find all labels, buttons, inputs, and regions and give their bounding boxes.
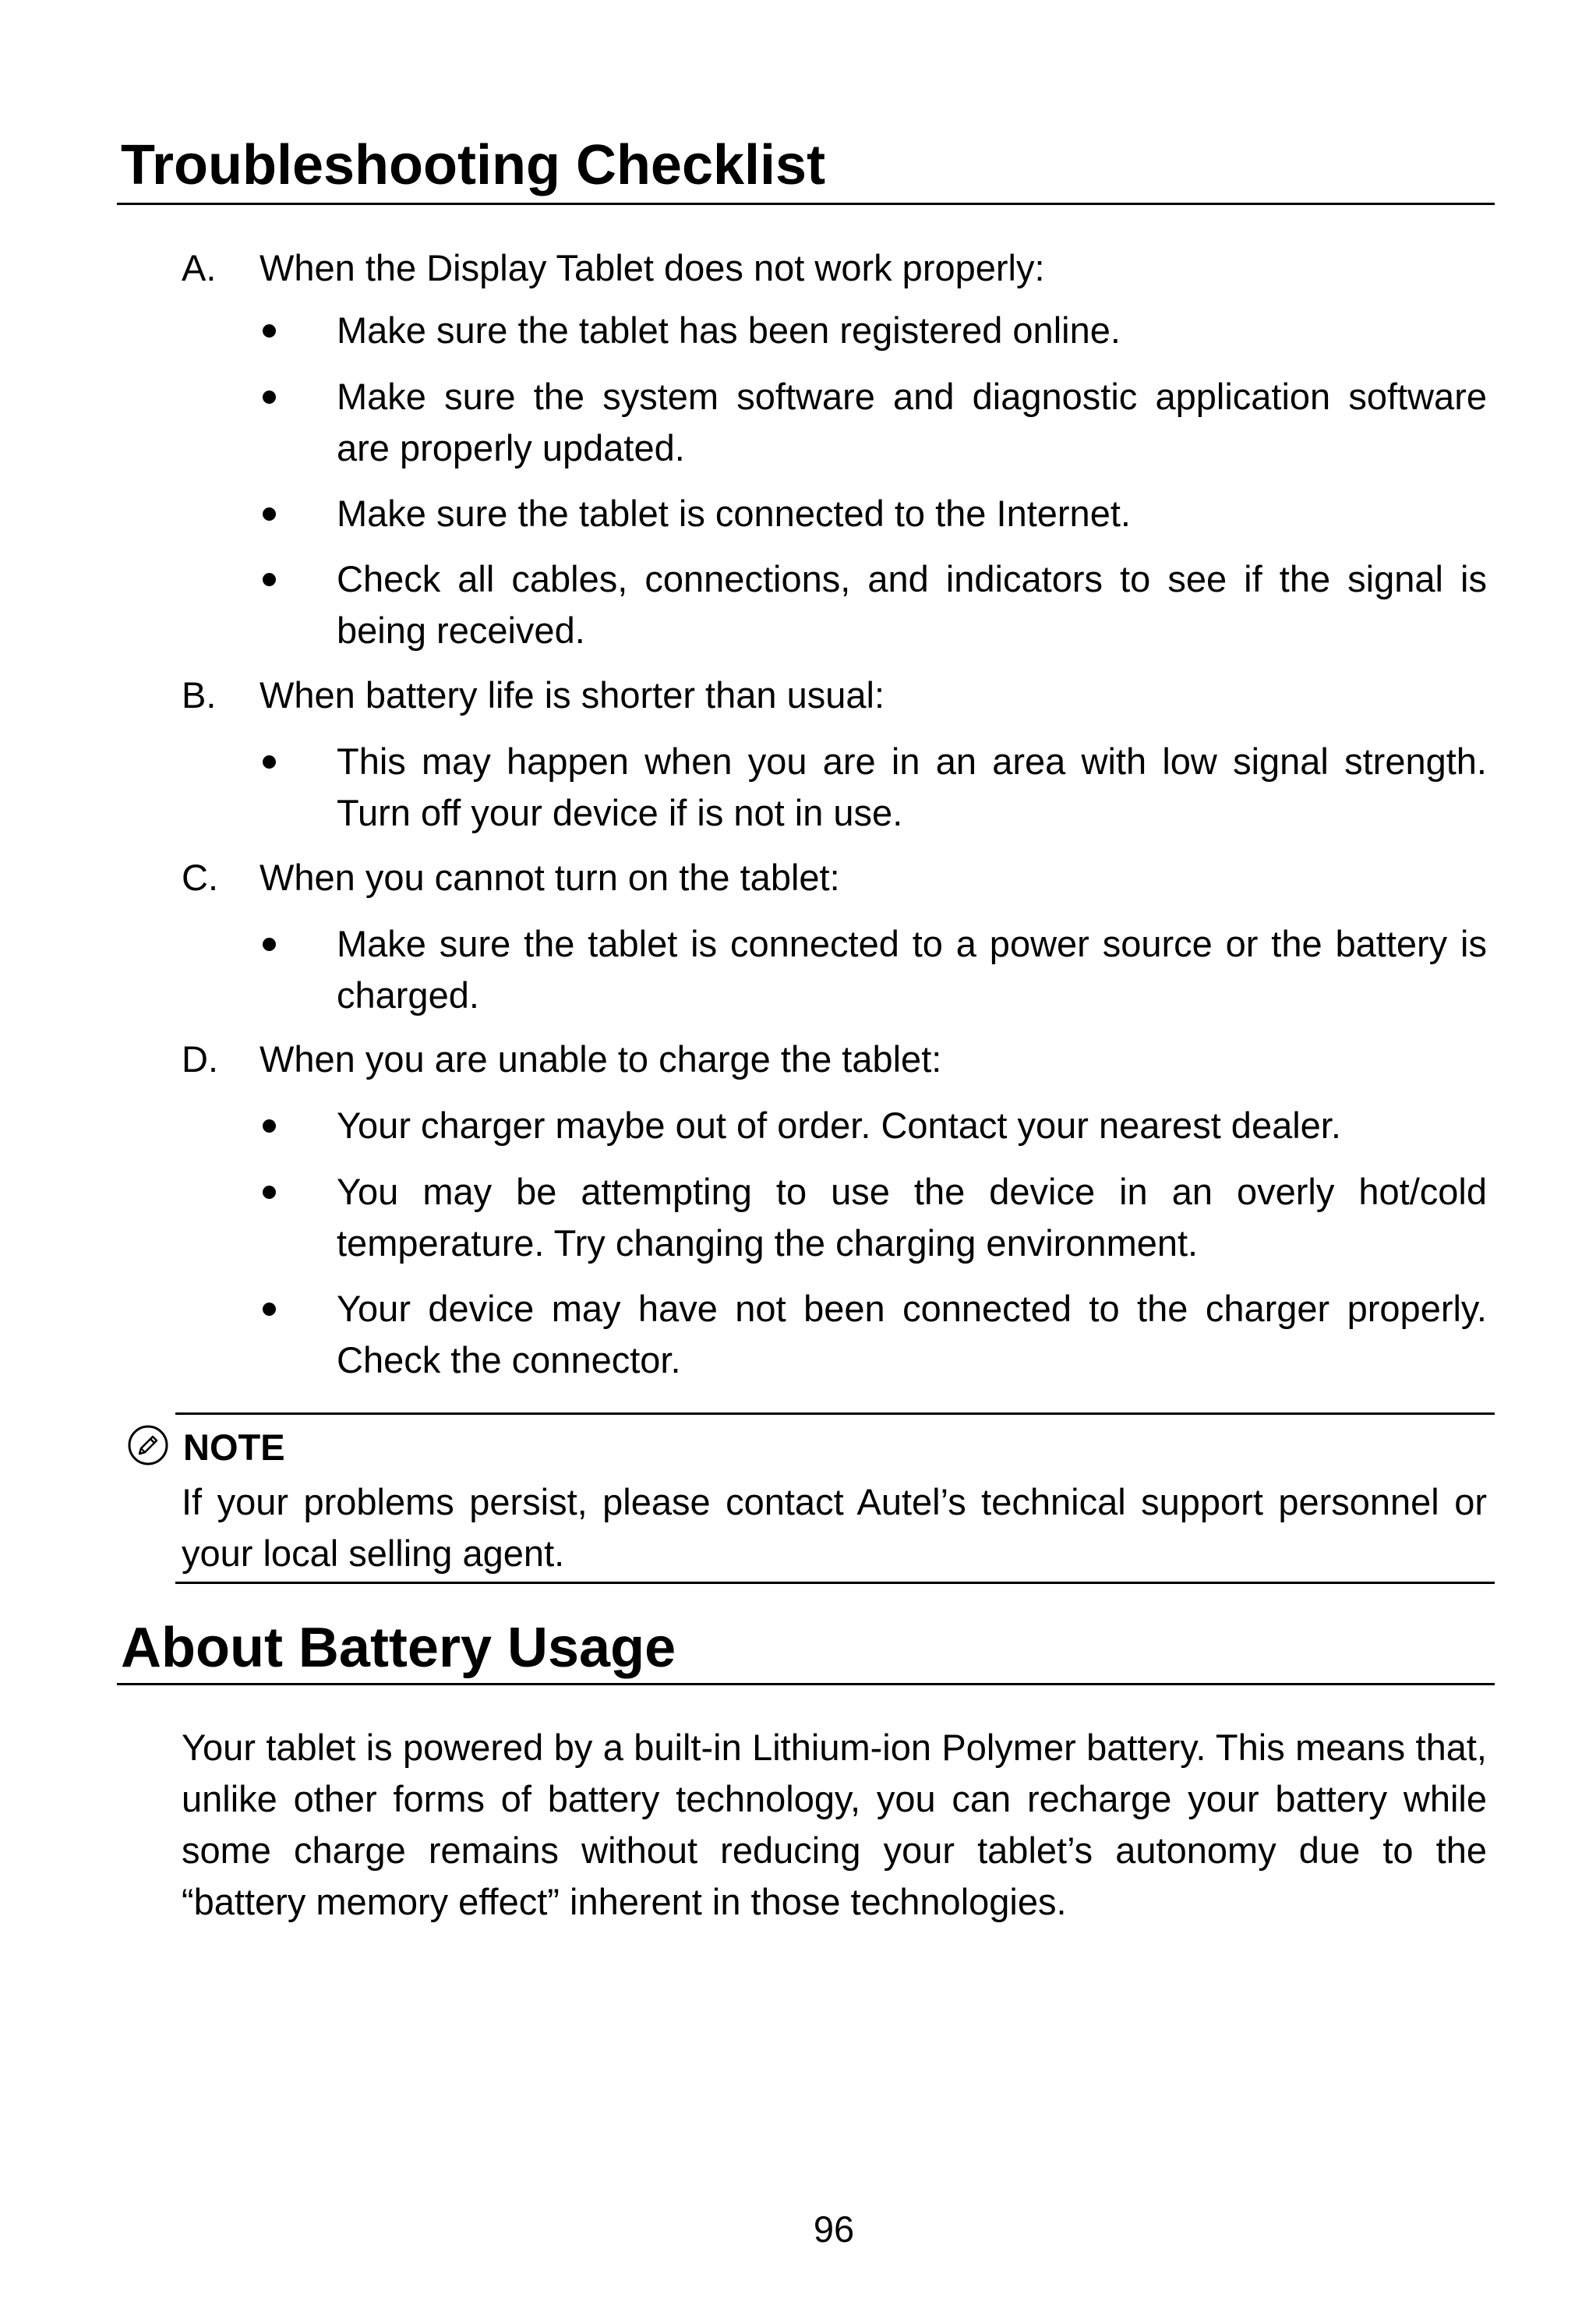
note-bottom-rule xyxy=(175,1582,1495,1584)
section-d-marker: D. xyxy=(182,1038,218,1080)
bullet-icon xyxy=(263,573,276,586)
section-c-marker: C. xyxy=(182,857,218,898)
section-a-marker: A. xyxy=(182,247,217,288)
note-text: If your problems persist, please contact Autel’s technical support personnel or your local selling agent. xyxy=(182,1481,1487,1574)
list-item: Your device may have not been connected to the charger properly. Check the connector. xyxy=(337,1288,1487,1381)
bullet-icon xyxy=(263,938,276,951)
section-c-heading: When you cannot turn on the tablet: xyxy=(260,857,840,898)
bullet-icon xyxy=(263,755,276,769)
bullet-icon xyxy=(263,1186,276,1199)
battery-paragraph: Your tablet is powered by a built-in Lithium-ion Polymer battery. This means that, unlike other forms of battery technology, you can recharge your battery while some charge remains without reducing your tablet’s autonomy due to the “battery memory effect” inherent in those technologies. xyxy=(182,1727,1487,1922)
list-item: Your charger maybe out of order. Contact your nearest dealer. xyxy=(337,1105,1341,1146)
bullet-icon xyxy=(263,324,276,338)
section-b-marker: B. xyxy=(182,674,217,716)
section-title: About Battery Usage xyxy=(121,1617,676,1679)
note-label: NOTE xyxy=(183,1427,285,1468)
bullet-icon xyxy=(263,507,276,521)
list-item: Check all cables, connections, and indicators to see if the signal is being received. xyxy=(337,558,1487,651)
pencil-icon xyxy=(127,1424,169,1466)
title-underline xyxy=(117,1683,1495,1685)
page-number: 96 xyxy=(813,2208,855,2250)
bullet-icon xyxy=(263,1303,276,1316)
bullet-icon xyxy=(263,391,276,404)
list-item: Make sure the system software and diagnostic application software are properly updated. xyxy=(337,376,1487,468)
section-b-heading: When battery life is shorter than usual: xyxy=(260,674,885,716)
note-top-rule xyxy=(175,1412,1495,1415)
list-item: Make sure the tablet has been registered online. xyxy=(337,309,1121,351)
list-item: You may be attempting to use the device in an overly hot/cold temperature. Try changing the charging environment. xyxy=(337,1171,1487,1264)
bullet-icon xyxy=(263,1119,276,1133)
section-a-heading: When the Display Tablet does not work properly: xyxy=(260,247,1045,288)
list-item: Make sure the tablet is connected to the Internet. xyxy=(337,493,1131,534)
title-underline xyxy=(117,203,1495,205)
page-title: Troubleshooting Checklist xyxy=(121,134,826,196)
section-d-heading: When you are unable to charge the tablet: xyxy=(260,1038,942,1080)
list-item: This may happen when you are in an area with low signal strength. Turn off your device if is not in use. xyxy=(337,741,1487,833)
list-item: Make sure the tablet is connected to a power source or the battery is charged. xyxy=(337,923,1487,1016)
